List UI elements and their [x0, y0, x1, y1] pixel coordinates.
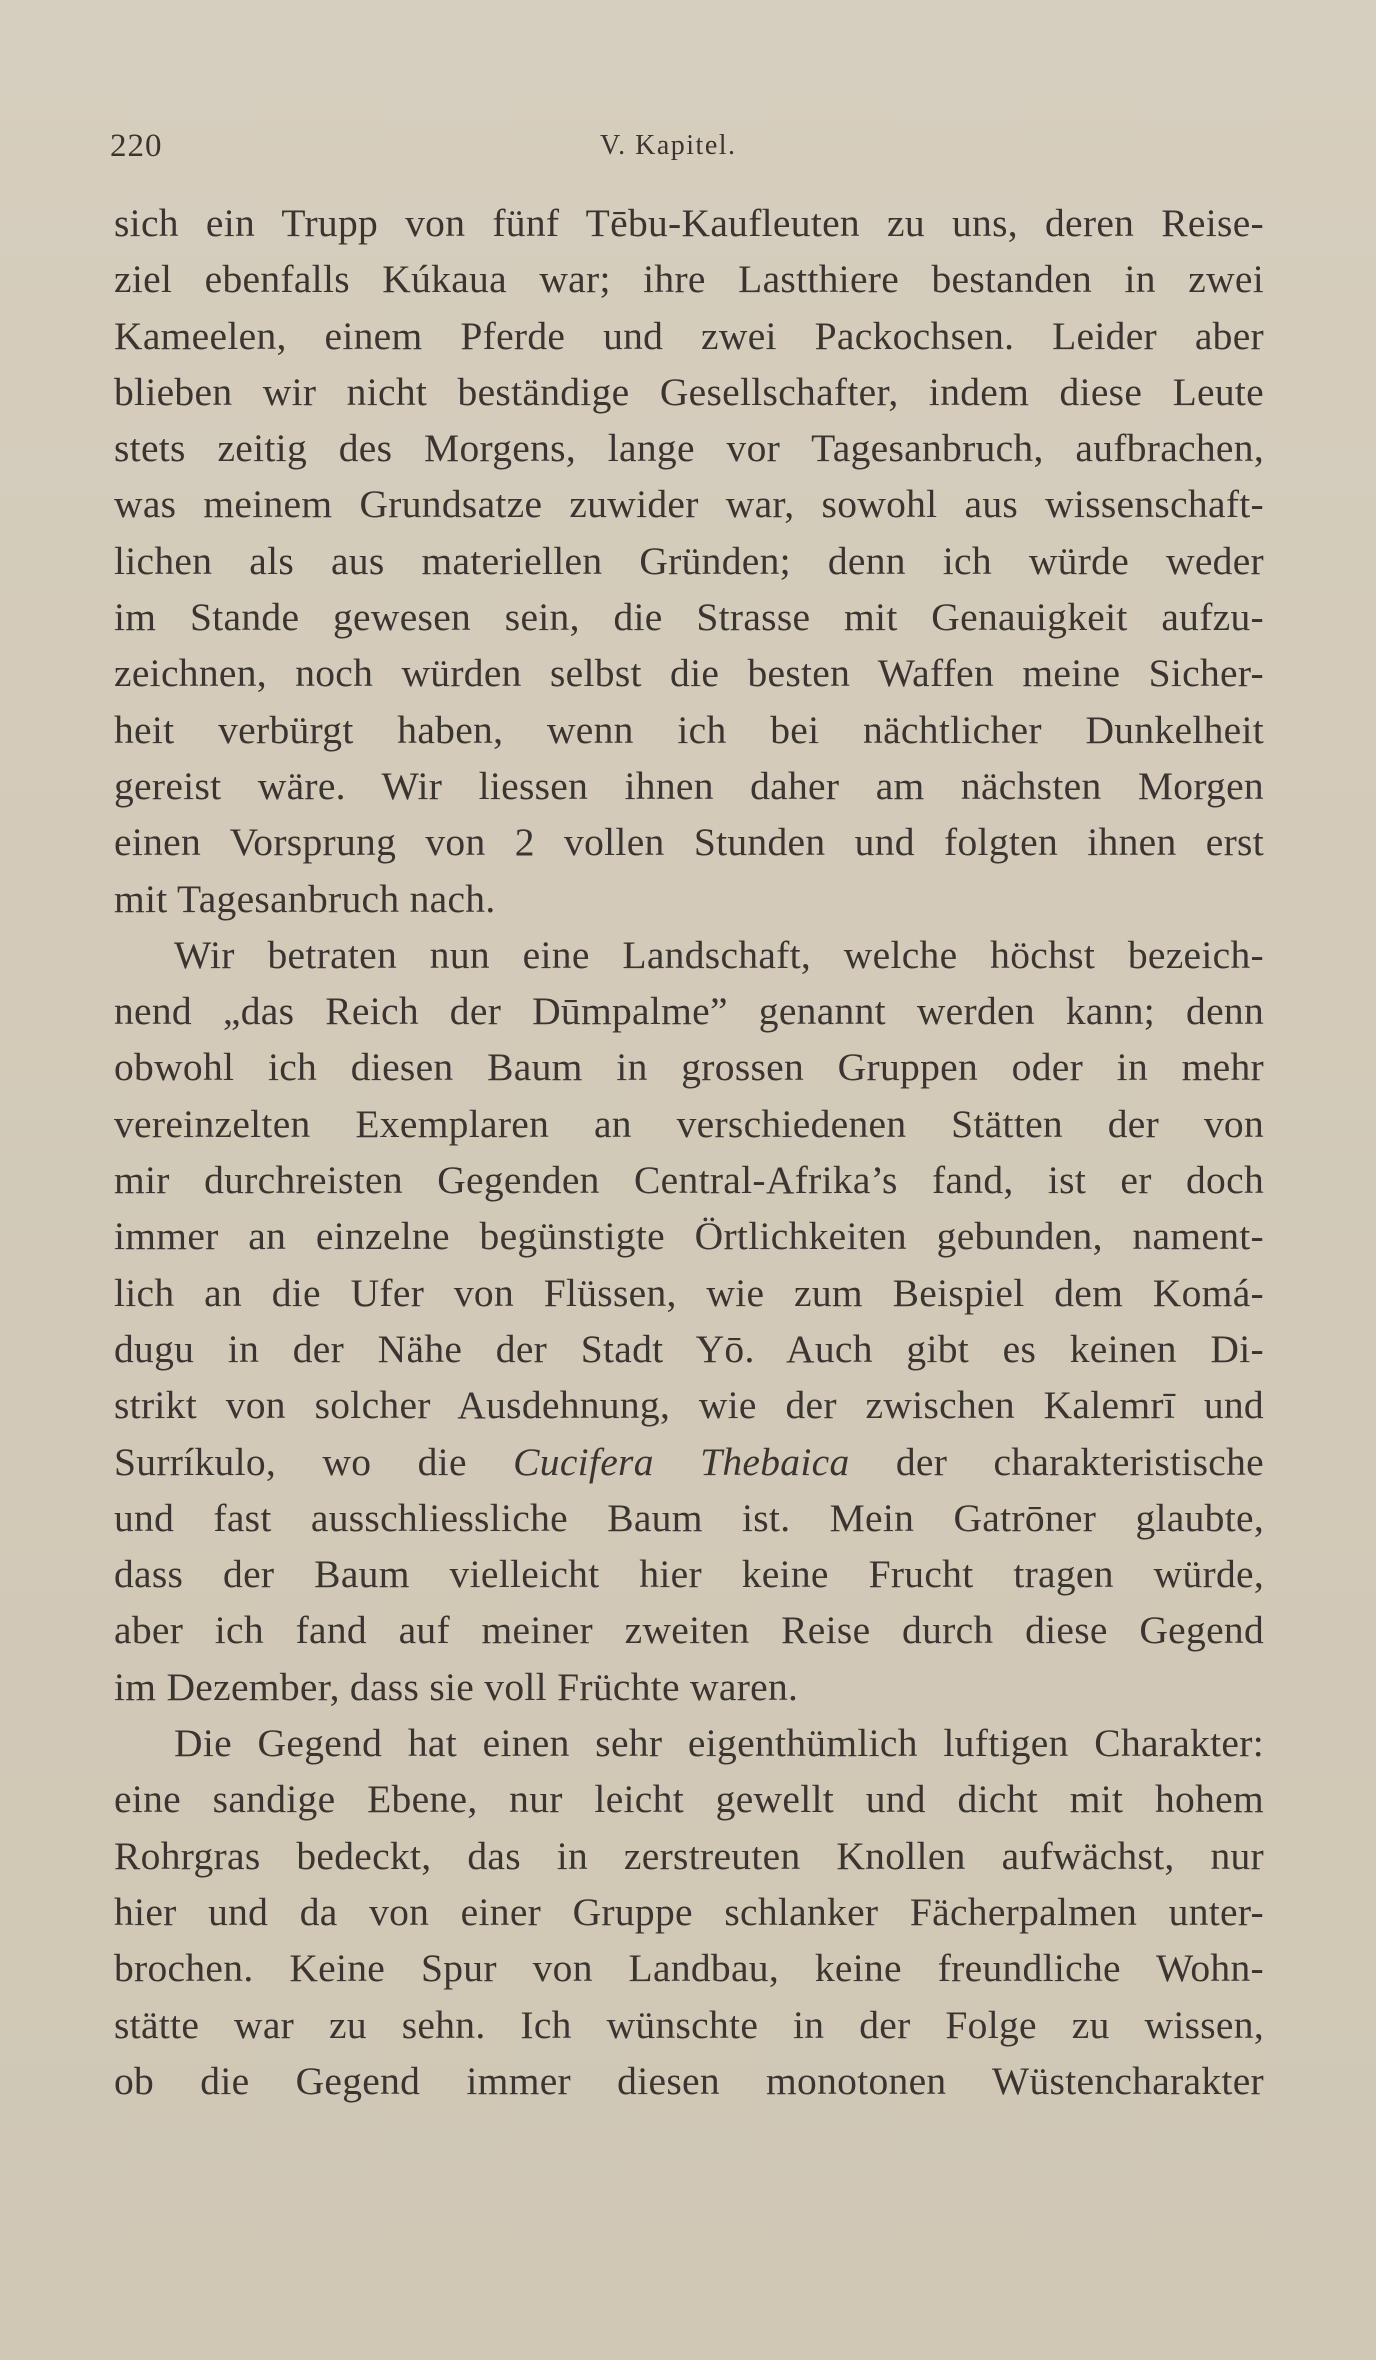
text-line: einen Vorsprung von 2 vollen Stunden und folgten ihnen erst	[114, 820, 1264, 865]
text-line: mit Tagesanbruch nach.	[114, 876, 496, 921]
text-line: sich ein Trupp von fünf Tēbu-Kaufleuten zu uns, deren Reise-	[114, 201, 1264, 245]
text-line: was meinem Grundsatze zuwider war, sowohl aus wissenschaft-	[114, 482, 1264, 527]
text-line: stätte war zu sehn. Ich wünschte in der Folge zu wissen,	[114, 2002, 1264, 2047]
text-line: obwohl ich diesen Baum in grossen Gruppen oder in mehr	[114, 1045, 1264, 1090]
text-line: im Stande gewesen sein, die Strasse mit Genauigkeit aufzu-	[114, 595, 1264, 640]
text-line: nend „das Reich der Dūmpalme” genannt werden kann; denn	[114, 989, 1264, 1034]
paragraph-3	[114, 1715, 1264, 2109]
paragraph-1	[114, 195, 1264, 927]
paragraph-2	[114, 927, 1264, 1715]
text-line: und fast ausschliessliche Baum ist. Mein Gatrōner glaubte,	[114, 1495, 1264, 1540]
text-line: aber ich fand auf meiner zweiten Reise durch diese Gegend	[114, 1608, 1264, 1653]
page-number: 220	[110, 128, 163, 164]
text-line: ob die Gegend immer diesen monotonen Wüstencharakter	[114, 2058, 1264, 2103]
italic-species-name: Cucifera Thebaica	[513, 1439, 850, 1484]
body-text	[114, 195, 1264, 2109]
text-line: blieben wir nicht beständige Gesellschafter, indem diese Leute	[114, 369, 1264, 414]
text-line: Die Gegend hat einen sehr eigenthümlich luftigen Charakter:	[174, 1721, 1264, 1766]
text-line: zeichnen, noch würden selbst die besten Waffen meine Sicher-	[114, 651, 1264, 696]
text-line: Wir betraten nun eine Landschaft, welche höchst bezeich-	[174, 932, 1264, 977]
text-line: Rohrgras bedeckt, das in zerstreuten Knollen aufwächst, nur	[114, 1833, 1264, 1878]
text-line: hier und da von einer Gruppe schlanker Fächerpalmen unter-	[114, 1889, 1264, 1934]
text-line: brochen. Keine Spur von Landbau, keine freundliche Wohn-	[114, 1946, 1264, 1991]
text-line: ziel ebenfalls Kúkaua war; ihre Lastthiere bestanden in zwei	[114, 257, 1264, 302]
page-header	[110, 128, 1270, 168]
text-line: mir durchreisten Gegenden Central-Afrika’s fand, ist er doch	[114, 1158, 1264, 1203]
text-line: stets zeitig des Morgens, lange vor Tagesanbruch, aufbrachen,	[114, 426, 1264, 471]
text-line: vereinzelten Exemplaren an verschiedenen Stätten der von	[114, 1101, 1264, 1146]
text-line: eine sandige Ebene, nur leicht gewellt und dicht mit hohem	[114, 1777, 1264, 1822]
text-line: strikt von solcher Ausdehnung, wie der zwischen Kalemrī und	[114, 1383, 1264, 1428]
text-line: im Dezember, dass sie voll Früchte waren.	[114, 1664, 799, 1709]
text-line: lichen als aus materiellen Gründen; denn ich würde weder	[114, 538, 1264, 583]
text-line: heit verbürgt haben, wenn ich bei nächtlicher Dunkelheit	[114, 707, 1264, 752]
text-line-with-italic	[114, 1434, 1264, 1490]
text-line: dugu in der Nähe der Stadt Yō. Auch gibt es keinen Di-	[114, 1326, 1264, 1371]
line-head: Surríkulo, wo die	[114, 1439, 514, 1484]
text-line: Kameelen, einem Pferde und zwei Packochsen. Leider aber	[114, 313, 1264, 358]
text-line: dass der Baum vielleicht hier keine Frucht tragen würde,	[114, 1552, 1264, 1597]
text-line: lich an die Ufer von Flüssen, wie zum Beispiel dem Komá-	[114, 1270, 1264, 1315]
text-line: immer an einzelne begünstigte Örtlichkeiten gebunden, nament-	[114, 1214, 1264, 1259]
text-line: gereist wäre. Wir liessen ihnen daher am nächsten Morgen	[114, 763, 1264, 808]
line-tail: der charakteristische	[849, 1439, 1264, 1484]
running-head: V. Kapitel.	[600, 130, 737, 161]
